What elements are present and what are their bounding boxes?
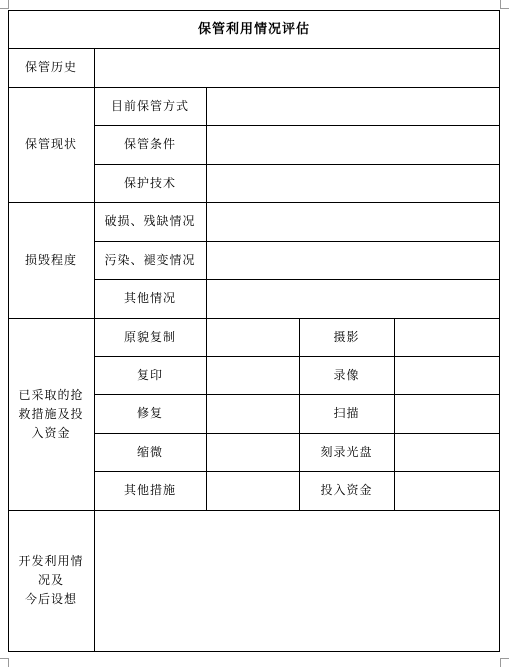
label-protection-technology: 保护技术: [123, 175, 176, 190]
label-storage-method: 目前保管方式: [110, 98, 189, 113]
page-corner-mark-top-left: [0, 0, 9, 9]
label-scanning: 扫描: [333, 406, 360, 420]
label-video: 录像: [333, 367, 360, 382]
label-disc-burning: 刻录光盘: [320, 444, 373, 459]
label-other-conditions: 其他情况: [123, 291, 176, 305]
field-facsimile[interactable]: [207, 319, 299, 356]
label-contamination-fading: 污染、褪变情况: [104, 252, 196, 267]
label-photography: 摄影: [333, 329, 360, 344]
field-funding[interactable]: [395, 472, 499, 510]
label-microfilm: 缩微: [136, 444, 163, 459]
field-storage-conditions[interactable]: [207, 126, 499, 164]
field-video[interactable]: [395, 357, 499, 394]
field-photocopy[interactable]: [207, 357, 299, 394]
label-damage: 损毁程度: [24, 252, 77, 267]
label-damage-missing: 破损、残缺情况: [104, 214, 196, 228]
field-contamination-fading[interactable]: [207, 242, 499, 279]
label-restoration: 修复: [136, 406, 163, 420]
page-corner-mark-bottom-right: [500, 658, 509, 667]
form-title: 保管利用情况评估: [197, 21, 310, 37]
label-history: 保管历史: [24, 60, 77, 74]
field-microfilm[interactable]: [207, 434, 299, 471]
label-facsimile: 原貌复制: [123, 329, 176, 344]
label-rescue-measures: 已采取的抢 救措施及投 入资金: [18, 387, 84, 440]
field-other-conditions[interactable]: [207, 280, 499, 318]
field-storage-method[interactable]: [207, 88, 499, 125]
label-other-measures: 其他措施: [123, 483, 176, 497]
field-disc-burning[interactable]: [395, 434, 499, 471]
field-scanning[interactable]: [395, 395, 499, 433]
label-photocopy: 复印: [136, 367, 163, 382]
page-corner-mark-bottom-left: [0, 658, 9, 667]
label-future-plans: 开发利用情 况及 今后设想: [18, 554, 84, 606]
field-damage-missing[interactable]: [207, 203, 499, 241]
label-status: 保管现状: [24, 137, 77, 151]
field-future-plans[interactable]: [95, 511, 499, 651]
field-other-measures[interactable]: [207, 472, 299, 510]
field-restoration[interactable]: [207, 395, 299, 433]
field-photography[interactable]: [395, 319, 499, 356]
assessment-form-table: [8, 10, 500, 652]
field-history[interactable]: [95, 49, 499, 87]
page-corner-mark-top-right: [500, 0, 509, 9]
field-protection-technology[interactable]: [207, 165, 499, 202]
label-storage-conditions: 保管条件: [123, 137, 176, 151]
label-funding: 投入资金: [320, 483, 373, 497]
